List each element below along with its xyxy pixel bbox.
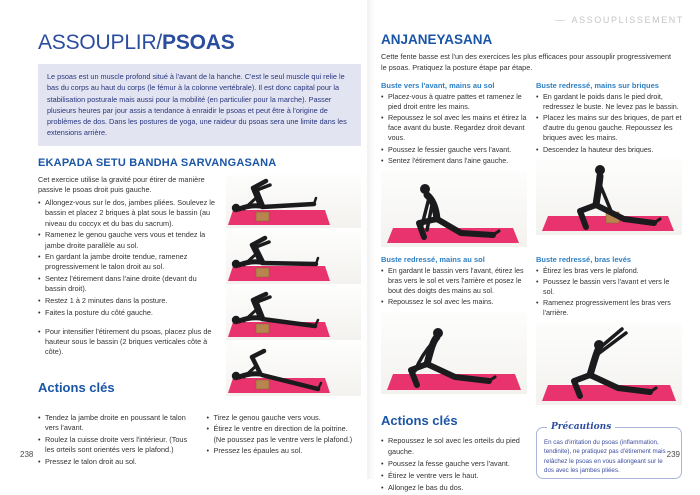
bullet-item: • Ramenez progressivement les bras vers l'arrière. [536, 299, 682, 319]
bullet-item: • Repoussez le sol avec les mains. [381, 298, 527, 308]
bullet-item: • Faites la posture du côté gauche. [38, 308, 219, 318]
pose-photo-column [226, 175, 361, 396]
pose-step-bullets [536, 267, 682, 319]
bullet-item: • Pressez les épaules au sol. [207, 446, 362, 456]
bullet-item: • Sentez l'étirement dans l'aine droite (devant du bassin droit). [38, 274, 219, 294]
exercise-bullet-list [38, 198, 219, 318]
pose-photo-illustration [226, 287, 361, 340]
exercise-section-title: EKAPADA SETU BANDHA SARVANGASANA [38, 156, 277, 169]
pose-photo-illustration [226, 175, 361, 228]
pose-photo-illustration [381, 312, 527, 394]
bullet-item: • Étirez le ventre vers le haut. [381, 471, 527, 482]
pose-step-heading: Buste redressé, mains au sol [381, 254, 485, 264]
pose-photo-illustration [381, 171, 527, 247]
page-gutter-shadow [367, 0, 375, 479]
pose-title: ANJANEYASANA [381, 32, 493, 47]
photo-lunge-arms-raised [536, 323, 682, 405]
exercise-instructions [38, 175, 219, 396]
bullet-item: • Repoussez le sol avec les mains et étirez la face avant du buste. Regardez droit devant vous. [381, 114, 527, 144]
bullet-item: • Repoussez le sol avec les orteils du pied gauche. [381, 436, 527, 457]
precautions-title: Précautions [547, 422, 615, 432]
photo-supine-stretch-2 [226, 231, 361, 284]
bullet-item: • Descendez la hauteur des briques. [536, 146, 682, 156]
bullet-item: • En gardant le bassin vers l'avant, étirez les bras vers le sol et vers l'arrière et posez le bout des doigts des mains au sol. [381, 267, 527, 297]
pose-photo-illustration [226, 343, 361, 396]
bullet-item: • Pressez le talon droit au sol. [38, 457, 193, 467]
pose-photo-illustration [536, 159, 682, 235]
photo-lunge-hands-on-bricks [536, 159, 682, 235]
bullet-item: • Allongez le bas du dos. [381, 483, 527, 494]
bullet-item: • En gardant le poids dans le pied droit, redressez le buste. Ne levez pas le bassin. [536, 93, 682, 113]
actions-columns [38, 410, 361, 469]
precautions-text: En cas d'irritation du psoas (inflammation, tendinite), ne pratiquez pas d'étirement mais relâchez le psoas en vous allongeant sur le dos avec les jambes pliées. [544, 439, 666, 475]
bullet-item: • Allongez-vous sur le dos, jambes pliées. Soulevez le bassin et placez 2 briques à plat sous le bassin (au niveau du coccyx et du bas du sacrum). [38, 198, 219, 229]
psoas-intro-box: Le psoas est un muscle profond situé à l'avant de la hanche. C'est le seul muscle qui relie le bas du corps au haut du corps (le fémur à la colonne vertébrale). Il est donc capital pour la stabilisation posturale mais aussi pour la mobilité (en particulier pour la marche). Passer plusieurs heures par jour assis a tendance à enraidir le psoas et peut être à l'origine de problèmes de dos. Dans les postures de yoga, une raideur du psoas sera une limite dans les extensions arrière. [38, 64, 361, 146]
page-number-left: 238 [20, 450, 34, 459]
photo-lunge-backbend-hands-floor [381, 312, 527, 394]
photo-supine-stretch-1 [226, 175, 361, 228]
bullet-item: • Poussez le fessier gauche vers l'avant. [381, 146, 527, 156]
actions-column-1 [38, 413, 193, 469]
pose-step-bullets [381, 93, 527, 167]
pose-photo-illustration [536, 323, 682, 405]
bullet-item: • Ramenez le genou gauche vers vous et tendez la jambe droite parallèle au sol. [38, 230, 219, 250]
pose-photo-illustration [226, 231, 361, 284]
photo-supine-stretch-3 [226, 287, 361, 340]
bullet-item: • Étirez le ventre en direction de la poitrine. (Ne poussez pas le ventre vers le plafond.) [207, 424, 362, 444]
pose-steps-grid [381, 81, 683, 405]
bullet-item: • Étirez les bras vers le plafond. [536, 267, 682, 277]
precautions-box [536, 422, 682, 479]
actions-heading: Actions clés [381, 413, 458, 429]
right-page-bottom-row [381, 413, 683, 495]
actions-column-2 [207, 413, 362, 469]
bullet-item: • Restez 1 à 2 minutes dans la posture. [38, 296, 219, 306]
bullet-item: • Sentez l'étirement dans l'aine gauche. [381, 157, 527, 167]
bullet-item: • Roulez la cuisse droite vers l'intérieur. (Tous les orteils sont orientés vers le plafond.) [38, 435, 193, 455]
page-title [38, 32, 361, 53]
pose-intro: Cette fente basse est l'un des exercices les plus efficaces pour assouplir progressivement le psoas. Pratiquez la posture étape par étape. [381, 52, 672, 72]
pose-step-bullets [536, 93, 682, 155]
bullet-item: • Placez les mains sur des briques, de part et d'autre du genou gauche. Repoussez les briques avec les mains. [536, 114, 682, 144]
pose-step-section-2 [536, 81, 682, 247]
bullet-item: • Placez-vous à quatre pattes et ramenez le pied droit entre les mains. [381, 93, 527, 113]
actions-list-right [381, 436, 527, 493]
page-number-right: 239 [666, 450, 680, 459]
pose-step-section-1 [381, 81, 527, 247]
pose-step-bullets [381, 267, 527, 308]
bullet-item: • Tendez la jambe droite en poussant le talon vers l'avant. [38, 413, 193, 433]
photo-lunge-hands-on-floor [381, 171, 527, 247]
intensify-note: • Pour intensifier l'étirement du psoas, placez plus de hauteur sous le bassin (2 briques verticales côte à côte). [38, 327, 219, 358]
photo-supine-stretch-4 [226, 343, 361, 396]
pose-step-section-3 [381, 255, 527, 405]
exercise-intro: Cet exercice utilise la gravité pour étirer de manière passive le psoas droit puis gauche. [38, 174, 205, 194]
pose-step-heading: Buste redressé, bras levés [536, 254, 632, 264]
bullet-item: • Poussez le bassin vers l'avant et vers le sol. [536, 278, 682, 298]
pose-step-heading: Buste vers l'avant, mains au sol [381, 81, 495, 91]
actions-section-right [381, 413, 527, 495]
page-title-light: ASSOUPLIR/ [38, 31, 163, 54]
exercise-row [38, 175, 361, 396]
bullet-item: • En gardant la jambe droite tendue, ramenez progressivement le talon droit au sol. [38, 252, 219, 272]
running-header-label: ASSOUPLISSEMENT [571, 15, 684, 25]
running-header [555, 15, 684, 25]
actions-heading: Actions clés [38, 379, 115, 395]
page-title-bold: PSOAS [162, 31, 235, 54]
left-page [38, 32, 361, 468]
exercise-note-list [38, 327, 219, 358]
right-page [381, 32, 683, 495]
pose-step-heading: Buste redressé, mains sur briques [536, 81, 659, 91]
bullet-item: • Tirez le genou gauche vers vous. [207, 413, 362, 423]
bullet-item: • Poussez la fesse gauche vers l'avant. [381, 459, 527, 470]
header-rule-icon [555, 20, 565, 21]
pose-step-section-4 [536, 255, 682, 405]
